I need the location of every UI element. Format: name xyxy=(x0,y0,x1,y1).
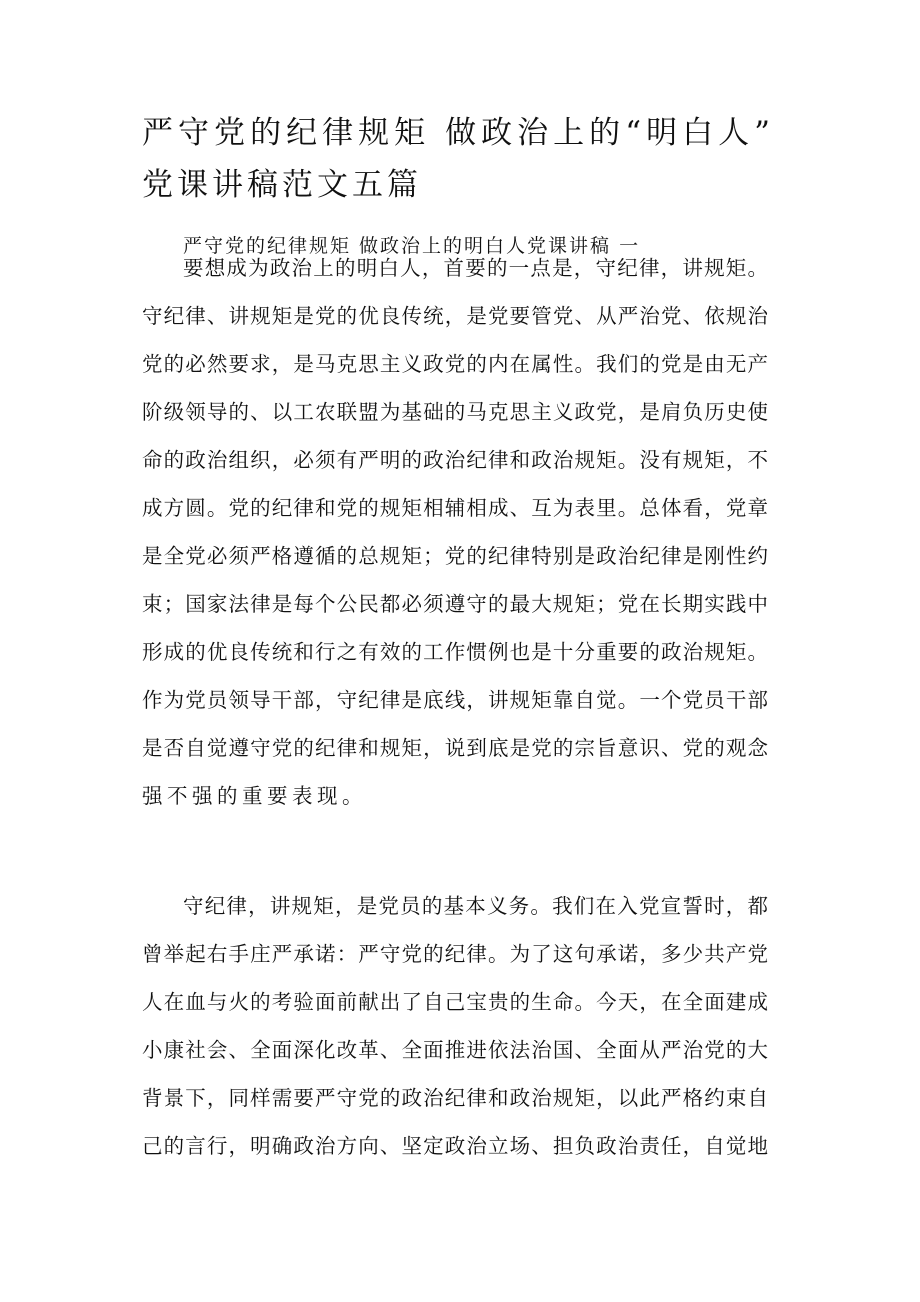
text-line: 曾举起右手庄严承诺：严守党的纪律。为了这句承诺，多少共产党 xyxy=(142,942,768,966)
text-line: 守纪律，讲规矩，是党员的基本义务。我们在入党宣誓时，都 xyxy=(183,894,768,918)
text-line: 党的必然要求，是马克思主义政党的内在属性。我们的党是由无产 xyxy=(142,352,768,376)
text-line: 束；国家法律是每个公民都必须遵守的最大规矩；党在长期实践中 xyxy=(142,592,768,616)
text-line: 作为党员领导干部，守纪律是底线，讲规矩靠自觉。一个党员干部 xyxy=(142,688,768,712)
title-line-2: 党课讲稿范文五篇 xyxy=(142,167,422,203)
text-line: 强不强的重要表现。 xyxy=(142,784,367,808)
text-line: 小康社会、全面深化改革、全面推进依法治国、全面从严治党的大 xyxy=(142,1038,768,1062)
title-line-1: 严守党的纪律规矩 做政治上的“明白人” xyxy=(142,115,770,151)
text-line: 阶级领导的、以工农联盟为基础的马克思主义政党，是肩负历史使 xyxy=(142,400,768,424)
text-line: 形成的优良传统和行之有效的工作惯例也是十分重要的政治规矩。 xyxy=(142,640,768,664)
text-line: 人在血与火的考验面前献出了自己宝贵的生命。今天，在全面建成 xyxy=(142,990,768,1014)
text-line: 成方圆。党的纪律和党的规矩相辅相成、互为表里。总体看，党章 xyxy=(142,496,768,520)
text-line: 是全党必须严格遵循的总规矩；党的纪律特别是政治纪律是刚性约 xyxy=(142,544,768,568)
text-line: 背景下，同样需要严守党的政治纪律和政治规矩，以此严格约束自 xyxy=(142,1086,768,1110)
text-line: 己的言行，明确政治方向、坚定政治立场、担负政治责任，自觉地 xyxy=(142,1134,768,1158)
text-line: 要想成为政治上的明白人，首要的一点是，守纪律，讲规矩。 xyxy=(183,256,768,280)
subtitle: 严守党的纪律规矩 做政治上的明白人党课讲稿 一 xyxy=(183,235,641,257)
text-line: 命的政治组织，必须有严明的政治纪律和政治规矩。没有规矩，不 xyxy=(142,448,768,472)
text-line: 是否自觉遵守党的纪律和规矩，说到底是党的宗旨意识、党的观念 xyxy=(142,736,768,760)
text-line: 守纪律、讲规矩是党的优良传统，是党要管党、从严治党、依规治 xyxy=(142,304,768,328)
